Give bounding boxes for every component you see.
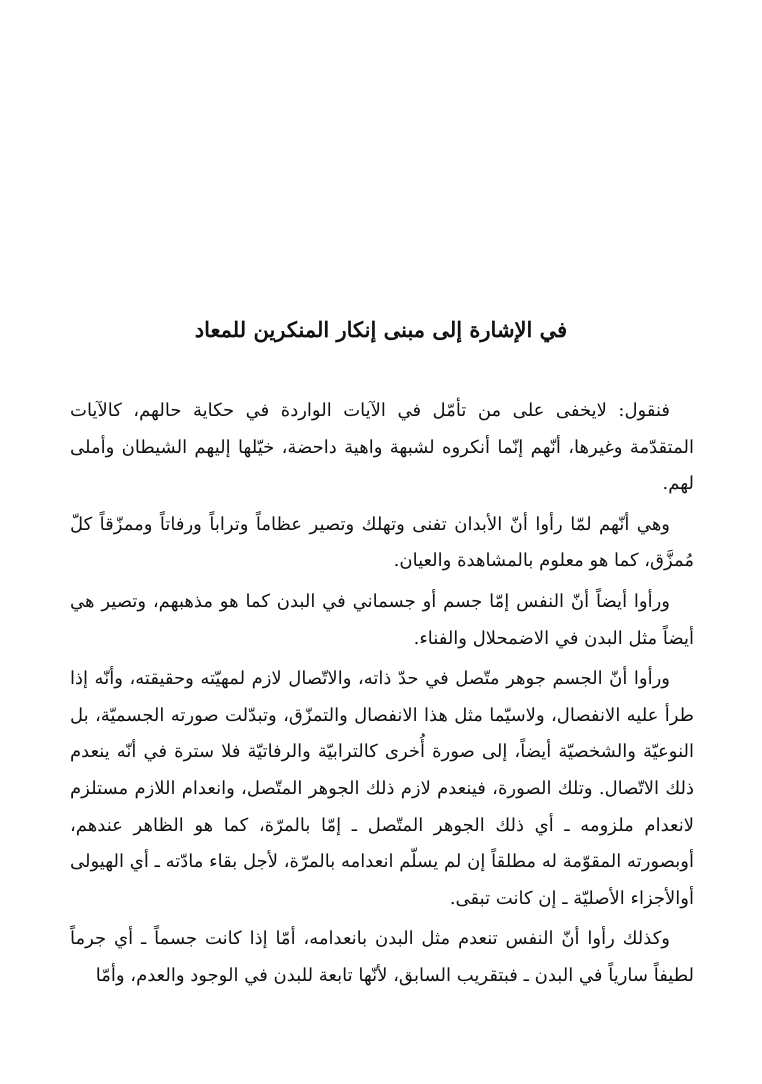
paragraph-4: ورأوا أنّ الجسم جوهر متّصل في حدّ ذاته، والاتّصال لازم لمهيّته وحقيقته، وأنّه إذا طرأ عليه الانفصال، ولاسيّما مثل هذا الانفصال والتمزّق، وتبدّلت صورته الجسميّة، بل النوعيّة والشخصيّة أيضاً، إلى صورة أُخرى كالترابيّة والرفاتيّة فلا سترة في أنّه ينعدم ذلك الاتّصال. وتلك الصورة، فينعدم لازم ذلك الجوهر المتّصل، وانعدام اللازم مستلزم لانعدام ملزومه ـ أي ذلك الجوهر المتّصل ـ إمّا بالمرّة، كما هو الظاهر عندهم، أوبصورته المقوّمة له مطلقاً إن لم يسلّم انعدامه بالمرّة، لأجل بقاء مادّته ـ أي الهيولى أوالأجزاء الأصليّة ـ إن كانت تبقى. <box>70 668 694 909</box>
paragraph-3: ورأوا أيضاً أنّ النفس إمّا جسم أو جسماني في البدن كما هو مذهبهم، وتصير هي أيضاً مثل البدن في الاضمحلال والفناء. <box>70 590 694 649</box>
paragraph-5: وكذلك رأوا أنّ النفس تنعدم مثل البدن بانعدامه، أمّا إذا كانت جسماً ـ أي جرماً لطيفاً سارياً في البدن ـ فبتقريب السابق، لأنّها تابعة للبدن في الوجود والعدم، وأمّا <box>70 928 694 986</box>
section-heading: في الإشارة إلى مبنى إنكار المنكرين للمعاد <box>194 317 568 342</box>
paragraph-1: فنقول: لايخفى على من تأمّل في الآيات الواردة في حكاية حالهم، كالآيات المتقدّمة وغيرها، أنّهم إنّما أنكروه لشبهة واهية داحضة، خيّلها إليهم الشيطان وأملى لهم. <box>70 400 694 495</box>
body-text <box>70 393 694 999</box>
paragraph-2: وهي أنّهم لمّا رأوا أنّ الأبدان تفنى وتهلك وتصير عظاماً وتراباً ورفاتاً وممزّقاً كلّ مُمزَّق، كما هو معلوم بالمشاهدة والعيان. <box>70 513 694 572</box>
